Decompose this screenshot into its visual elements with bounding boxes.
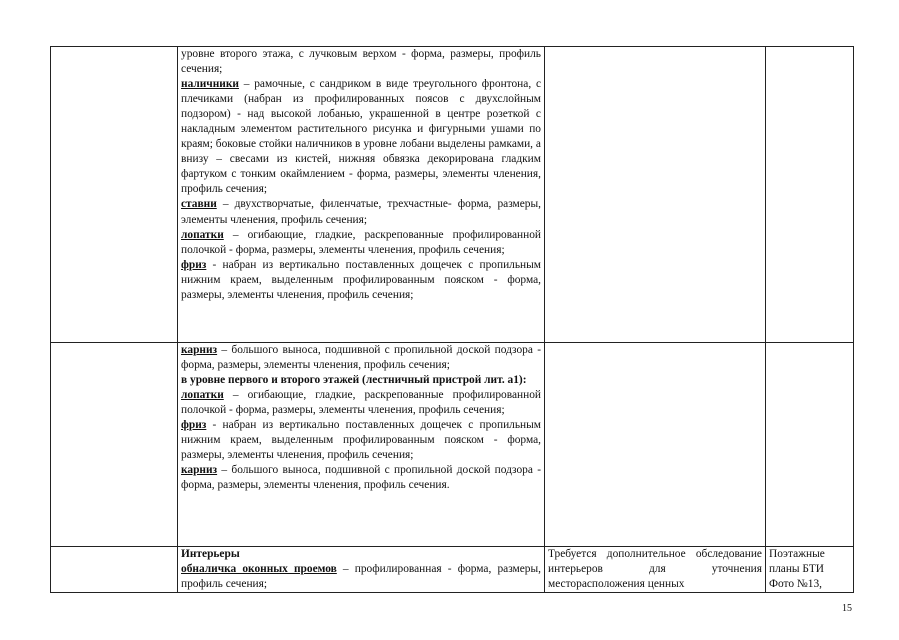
table-row xyxy=(51,547,854,593)
description-paragraph xyxy=(181,47,541,77)
description-paragraph xyxy=(181,463,541,493)
page-number: 15 xyxy=(842,603,852,614)
description-paragraph xyxy=(181,258,541,303)
description-paragraph xyxy=(181,388,541,418)
element-description: – рамочные, с сандриком в виде треугольного фронтона, с плечиками (набран из профилированных поясов с двухслойным подзором) - над высокой лобанью, украшенной в центре розеткой с накладным элементом растительного рисунка и фигурными ушами по краям; боковые стойки наличников в уровне лобани выделены рамками, а внизу – свесами из кистей, нижняя обвязка декорирована гладким фартуком с тонким окаймлением - форма, размеры, элементы членения, профиль сечения; xyxy=(181,78,541,196)
description-cell xyxy=(178,547,545,593)
source-cell: Поэтажные планы БТИ Фото №13, xyxy=(766,547,854,593)
section-heading: в уровне первого и второго этажей (лестничный пристрой лит. а1): xyxy=(181,374,527,387)
element-term: наличники xyxy=(181,78,239,91)
notes-cell xyxy=(545,47,766,343)
table-row xyxy=(51,47,854,343)
description-cell xyxy=(178,343,545,547)
source-cell xyxy=(766,47,854,343)
source-cell xyxy=(766,343,854,547)
description-paragraph xyxy=(181,343,541,373)
description-cell xyxy=(178,47,545,343)
notes-cell xyxy=(545,343,766,547)
element-term: ставни xyxy=(181,198,217,211)
element-term: карниз xyxy=(181,464,218,477)
element-term: лопатки xyxy=(181,228,224,241)
element-description: - набран из вертикально поставленных дощечек с пропильным нижним краем, выделенным профилированным пояском - форма, размеры, элементы членения, профиль сечения; xyxy=(181,419,541,462)
description-paragraph xyxy=(181,562,541,592)
element-term: карниз xyxy=(181,344,218,356)
element-description: – огибающие, гладкие, раскрепованные профилированной полочкой - форма, размеры, элементы членения, профиль сечения; xyxy=(181,389,541,417)
table-row xyxy=(51,343,854,547)
element-term: лопатки xyxy=(181,389,224,402)
description-paragraph xyxy=(181,418,541,463)
element-term: обналичка оконных проемов xyxy=(181,563,337,576)
element-description: - набран из вертикально поставленных дощечек с пропильным нижним краем, выделенным профилированным пояском - форма, размеры, элементы членения, профиль сечения; xyxy=(181,258,541,301)
element-term: фриз xyxy=(181,419,207,432)
element-term: фриз xyxy=(181,258,207,271)
empty-cell xyxy=(51,47,178,343)
description-paragraph xyxy=(181,197,541,227)
element-description: – большого выноса, подшивной с пропильной доской подзора - форма, размеры, элементы членения, профиль сечения. xyxy=(181,464,541,492)
section-heading: Интерьеры xyxy=(181,548,240,560)
document-table xyxy=(50,46,854,593)
element-description: – профилированная - форма, размеры, профиль сечения; xyxy=(181,563,542,591)
element-description: уровне второго этажа, с лучковым верхом - форма, размеры, профиль сечения; xyxy=(181,48,541,76)
element-description: – огибающие, гладкие, раскрепованные профилированной полочкой - форма, размеры, элементы членения, профиль сечения; xyxy=(181,228,541,256)
description-paragraph xyxy=(181,77,541,197)
element-description: – двухстворчатые, филенчатые, трехчастные- форма, размеры, элементы членения, профиль сечения; xyxy=(181,198,541,226)
notes-cell: Требуется дополнительное обследование интерьеров для уточнения месторасположения ценных xyxy=(545,547,766,593)
element-description: – большого выноса, подшивной с пропильной доской подзора - форма, размеры, элементы членения, профиль сечения; xyxy=(181,344,541,372)
empty-cell xyxy=(51,547,178,593)
description-paragraph xyxy=(181,228,541,258)
empty-cell xyxy=(51,343,178,547)
